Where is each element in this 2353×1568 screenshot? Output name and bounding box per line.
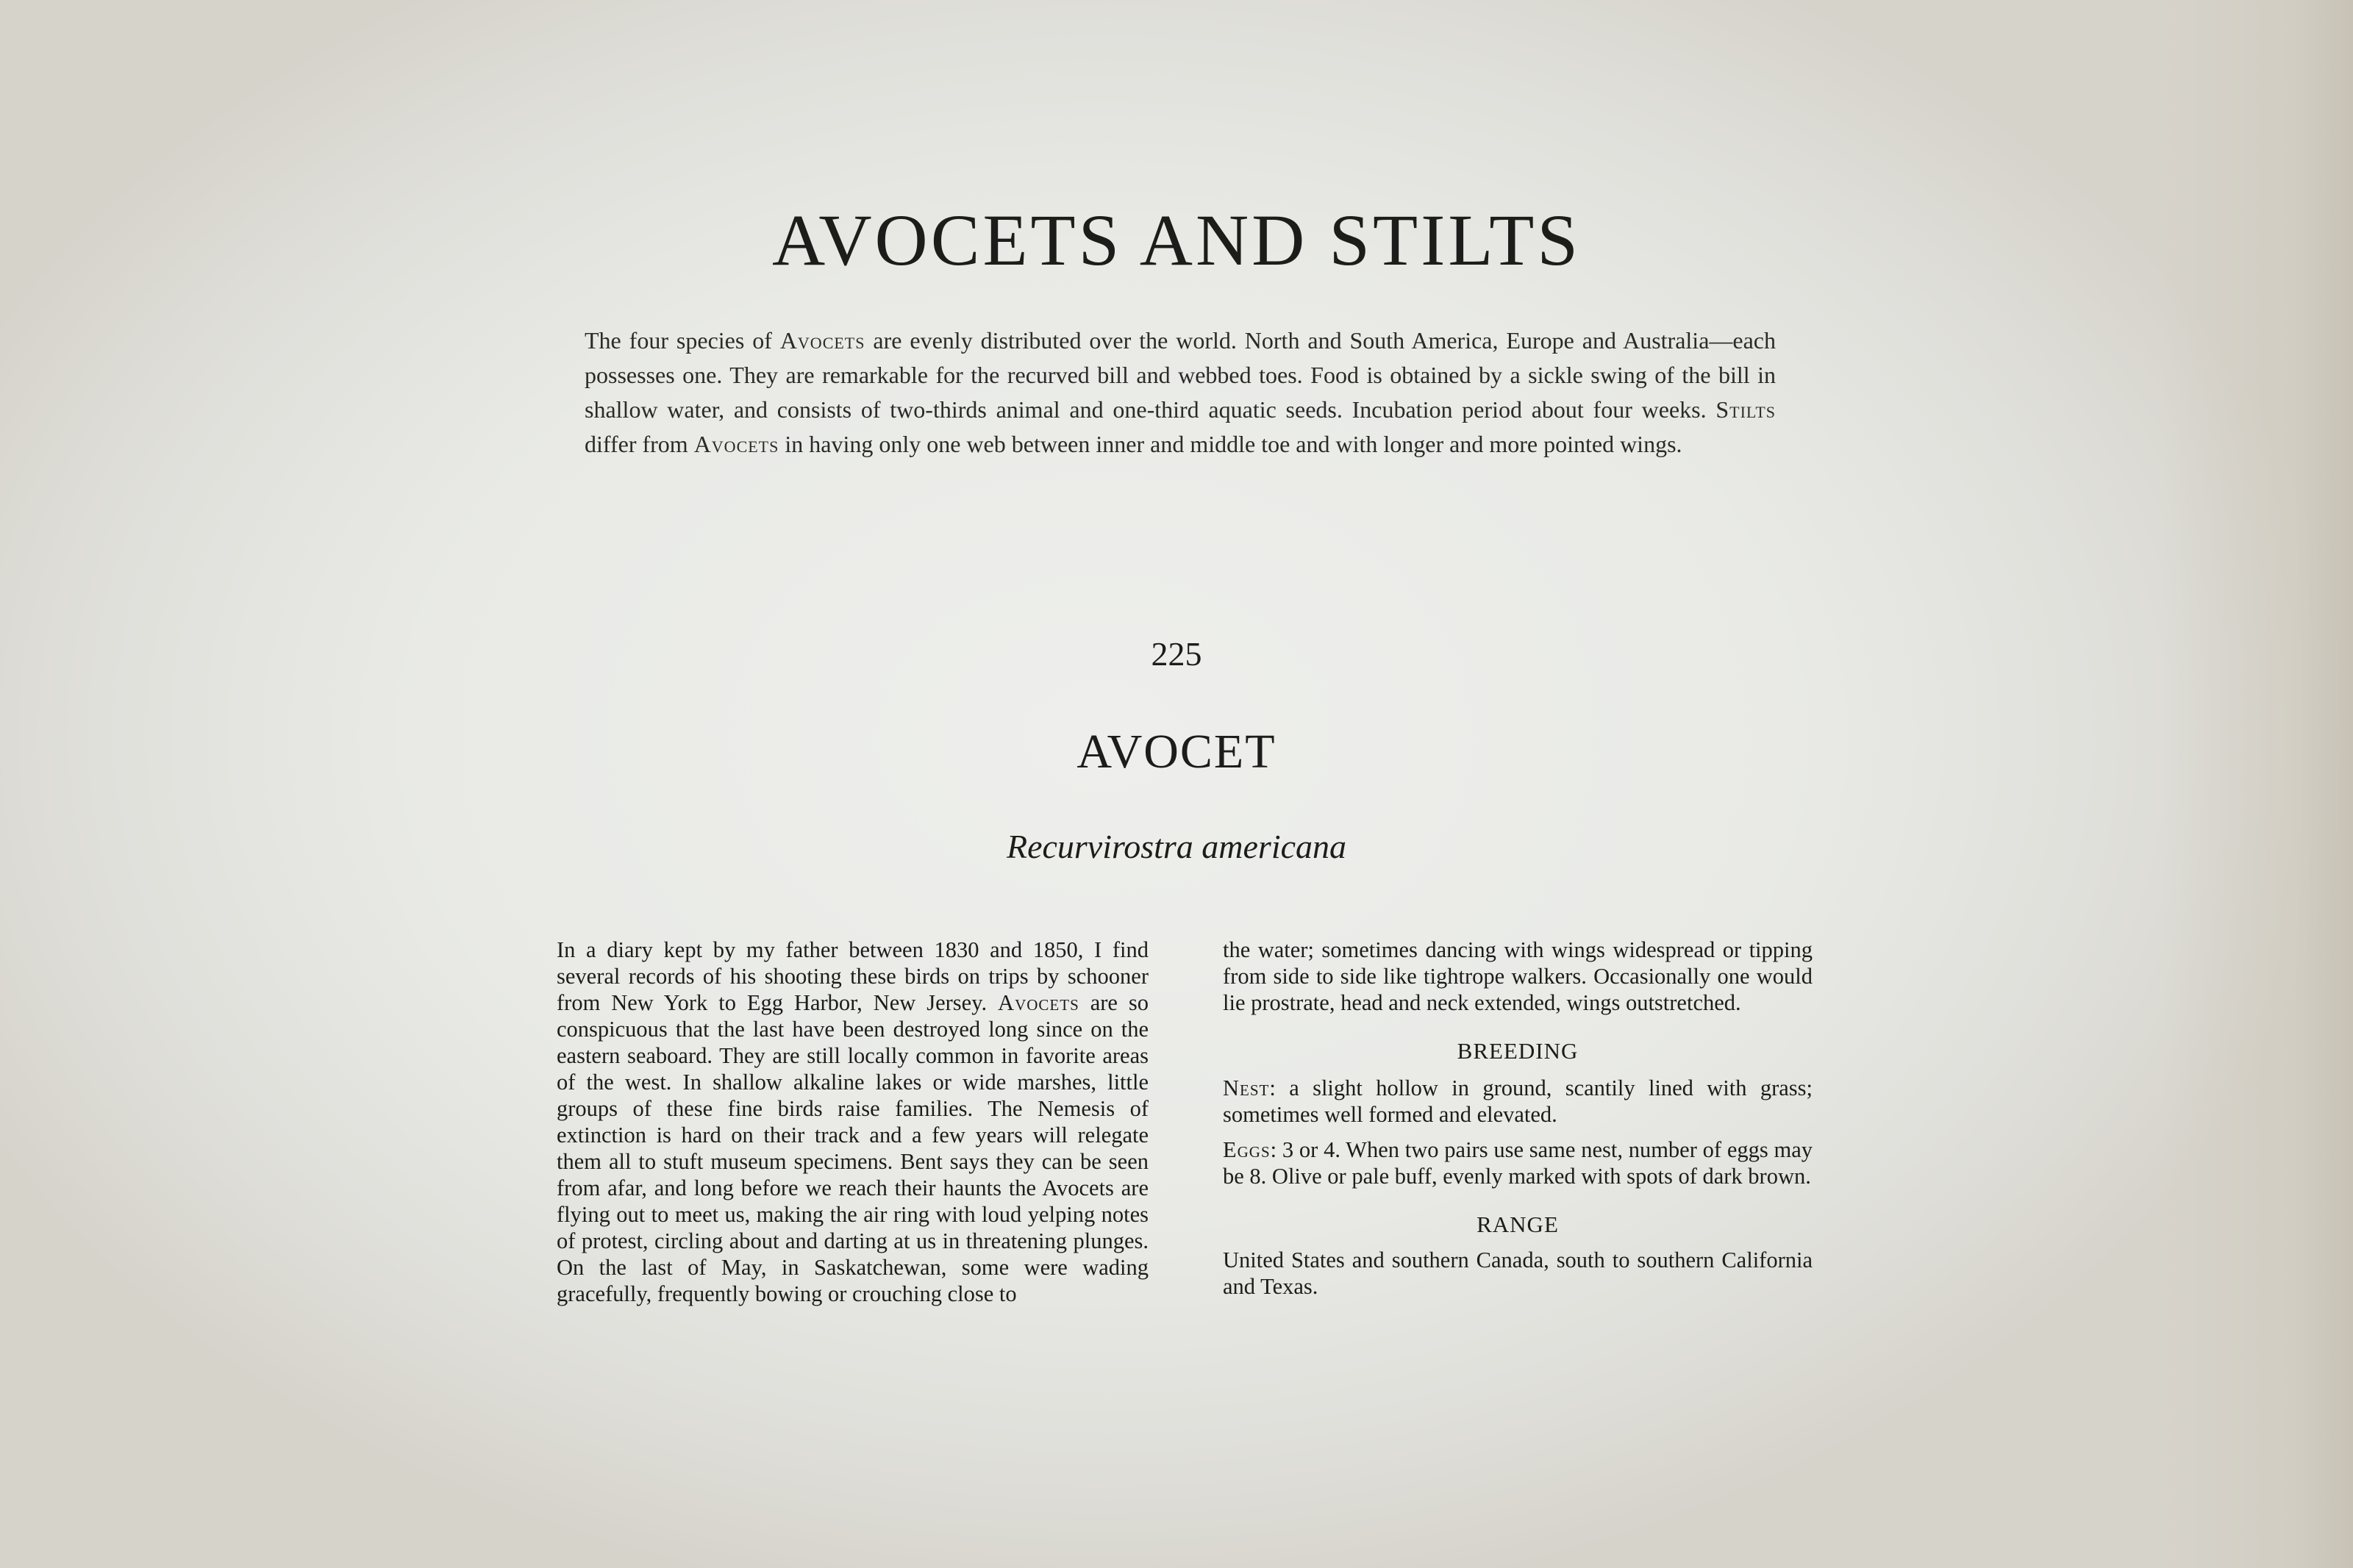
body-right-column <box>1223 937 1813 1300</box>
intro-text-2: are evenly distributed over the world. North and South America, Europe and Australia—each possesses one. They are remarkable for the recurved bill and webbed toes. Food is obtained by a sickle swing of the bill in shallow water, and consists of two-thirds animal and one-third aquatic seeds. Incubation period about four weeks. <box>585 327 1776 423</box>
body-right-continuation: the water; sometimes dancing with wings widespread or tipping from side to side like tightrope walkers. Occasionally one would lie prostrate, head and neck extended, wings outstretched. <box>1223 937 1813 1015</box>
range-heading: RANGE <box>1477 1211 1559 1237</box>
plate-number: 225 <box>1151 635 1202 673</box>
intro-text-1: The four species of <box>585 327 780 354</box>
intro-paragraph <box>585 323 1776 462</box>
eggs-label: Eggs <box>1223 1137 1271 1162</box>
eggs-text: : 3 or 4. When two pairs use same nest, number of eggs may be 8. Olive or pale buff, evenly marked with spots of dark brown. <box>1223 1137 1813 1189</box>
intro-avocets-2: Avocets <box>693 431 779 457</box>
intro-text-4: in having only one web between inner and middle toe and with longer and more pointed wings. <box>779 431 1682 457</box>
page-title: AVOCETS AND STILTS <box>772 199 1581 281</box>
nest-label: Nest <box>1223 1075 1270 1100</box>
eggs-paragraph <box>1223 1136 1813 1189</box>
scientific-name: Recurvirostra americana <box>1006 828 1347 865</box>
body-left-column <box>557 937 1149 1307</box>
nest-text: : a slight hollow in ground, scantily lined with grass; sometimes well formed and elevated. <box>1223 1075 1813 1127</box>
intro-text-3: differ from <box>585 431 694 457</box>
body-left-avocets: Avocets <box>998 990 1079 1015</box>
intro-stilts: Stilts <box>1715 396 1776 423</box>
nest-paragraph <box>1223 1075 1813 1128</box>
species-name: AVOCET <box>1076 725 1277 778</box>
body-left-text-1: In a diary kept by my father between 1830 and 1850, I find several records of his shooting these birds on trips by schooner from New York to Egg Harbor, New Jersey. <box>557 937 1149 1015</box>
range-paragraph: United States and southern Canada, south to southern California and Texas. <box>1223 1247 1813 1299</box>
intro-avocets-1: Avocets <box>779 327 865 354</box>
breeding-heading: BREEDING <box>1457 1038 1579 1064</box>
body-left-text-2: are so conspicuous that the last have been destroyed long since on the eastern seaboard. They are still locally common in favorite areas of the west. In shallow alkaline lakes or wide marshes, little groups of these fine birds raise families. The Nemesis of extinction is hard on their track and a few years will relegate them all to stuft museum specimens. Bent says they can be seen from afar, and long before we reach their haunts the Avocets are flying out to meet us, making the air ring with loud yelping notes of protest, circling about and darting at us in threatening plunges. On the last of May, in Saskatchewan, some were wading gracefully, frequently bowing or crouching close to <box>557 990 1149 1306</box>
